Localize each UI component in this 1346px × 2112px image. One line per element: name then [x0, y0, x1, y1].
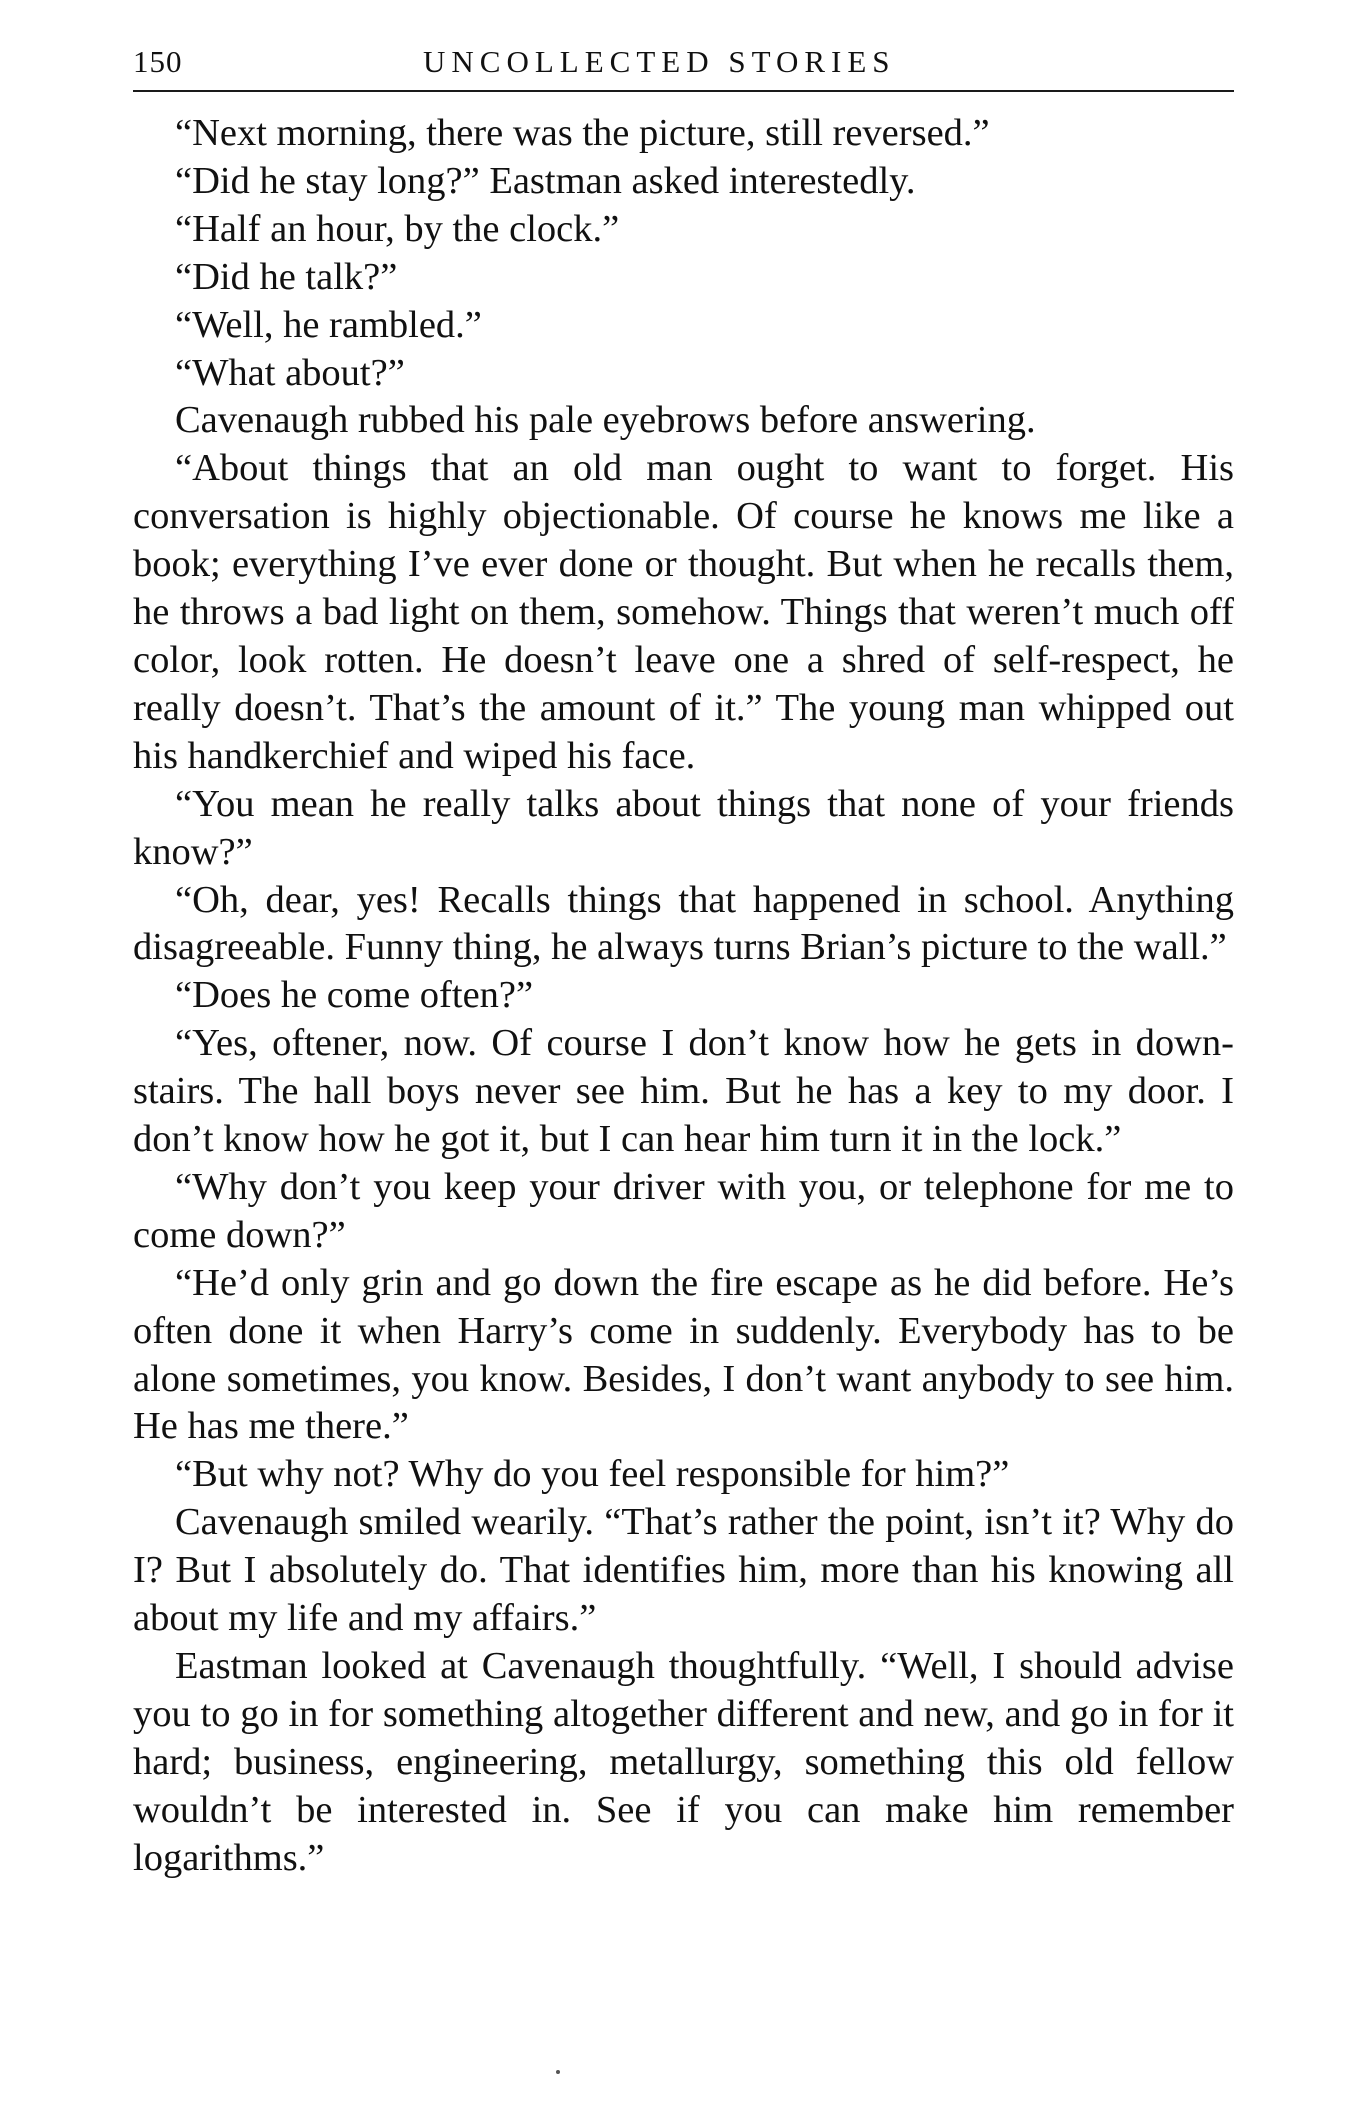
paragraph: “What about?” — [175, 351, 405, 394]
page-number: 150 — [133, 44, 183, 79]
paragraph: “Did he stay long?” Eastman asked interestedly. — [175, 159, 916, 202]
running-head: UNCOLLECTED STORIES — [423, 44, 896, 79]
paragraph: “Does he come often?” — [175, 974, 534, 1017]
printer-dot — [556, 2070, 560, 2074]
header-rule — [133, 90, 1234, 92]
paragraph: “You mean he really talks about things that none of your friends know?” — [133, 782, 1234, 873]
paragraph: “Well, he rambled.” — [175, 303, 482, 346]
paragraph: “But why not? Why do you feel responsible for him?” — [175, 1453, 1010, 1496]
paragraph: “Oh, dear, yes! Recalls things that happened in school. Anything disagreeable. Funny thing, he always turns Brian’s picture to the wall.” — [133, 878, 1234, 969]
paragraph: “About things that an old man ought to want to forget. His conversation is highly objectionable. Of course he knows me like a book; everything I’ve ever done or thought. But when he recalls them, he throws a bad light on them, somehow. Things that weren’t much off color, look rotten. He doesn’t leave one a shred of self-respect, he really doesn’t. That’s the amount of it.” The young man whipped out his handkerchief and wiped his face. — [133, 447, 1234, 777]
paragraph: Cavenaugh rubbed his pale eyebrows before answering. — [175, 399, 1036, 442]
paragraph: Cavenaugh smiled wearily. “That’s rather the point, isn’t it? Why do I? But I absolutely do. That identifies him, more than his knowing all about my life and my affairs.” — [133, 1501, 1234, 1640]
paragraph: “He’d only grin and go down the fire escape as he did before. He’s often done it when Harry’s come in suddenly. Everybody has to be alone sometimes, you know. Besides, I don’t want anybody to see him. He has me there.” — [133, 1261, 1234, 1448]
paragraph: “Next morning, there was the picture, still reversed.” — [175, 112, 990, 154]
paragraph: “Half an hour, by the clock.” — [175, 207, 620, 250]
paragraph: “Yes, oftener, now. Of course I don’t know how he gets in down-stairs. The hall boys never see him. But he has a key to my door. I don’t know how he got it, but I can hear him turn it in the lock.” — [133, 1022, 1234, 1161]
paragraph: “Did he talk?” — [175, 255, 398, 298]
story-text — [133, 110, 1234, 1883]
paragraph: Eastman looked at Cavenaugh thoughtfully. “Well, I should advise you to go in for something altogether different and new, and go in for it hard; business, engineering, metallurgy, something this old fellow wouldn’t be interested in. See if you can make him remember logarithms.” — [133, 1645, 1234, 1879]
page-header — [133, 24, 1234, 92]
paragraph: “Why don’t you keep your driver with you, or telephone for me to come down?” — [133, 1165, 1234, 1256]
